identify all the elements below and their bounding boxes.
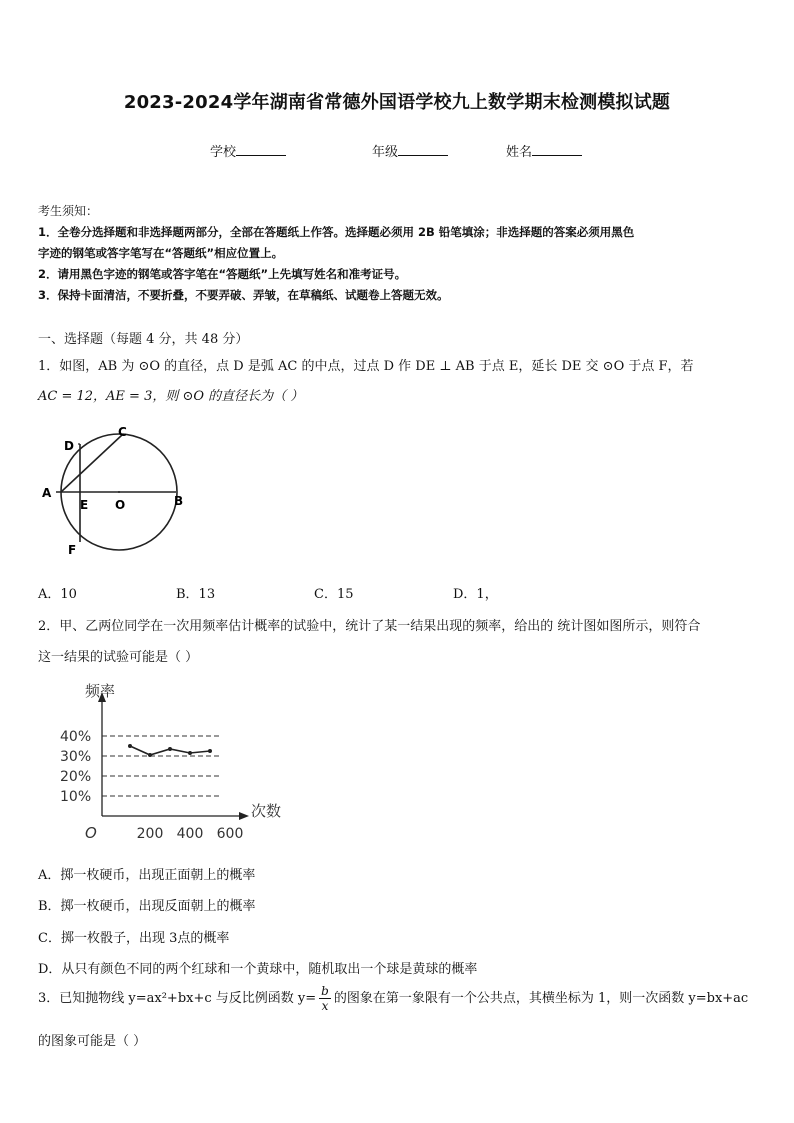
q2-line-1: 2．甲、乙两位同学在一次用频率估计概率的试验中，统计了某一结果出现的频率，给出的 统计图如图所示，则符合 (38, 619, 701, 634)
q3-line-2: 的图象可能是（ ） (38, 1034, 147, 1049)
notice-item-1-line-1: 1．全卷分选择题和非选择题两部分，全部在答题纸上作答。选择题必须用 2B 铅笔填涂；非选择题的答案必须用黑色 (38, 225, 635, 239)
y-tick-label: 40% (60, 729, 92, 745)
x-axis-arrow (239, 812, 249, 820)
section-heading: 一、选择题（每题 4 分，共 48 分） (38, 332, 249, 347)
q3-line-1 (38, 984, 748, 1013)
label-c: C (118, 425, 127, 439)
label-o: O (115, 498, 126, 512)
label-f: F (68, 543, 77, 557)
q1-line-1: 1．如图，AB 为 ⊙O 的直径，点 D 是弧 AC 的中点，过点 D 作 DE ⊥ AB 于点 E，延长 DE 交 ⊙O 于点 F，若 (38, 359, 694, 374)
q1-option-c: C．15 (314, 587, 354, 602)
label-a: A (42, 486, 52, 500)
fraction-b-over-x (319, 984, 331, 1013)
notice-heading: 考生须知： (38, 204, 99, 218)
y-tick-label: 20% (60, 769, 92, 785)
data-point (188, 751, 192, 755)
label-d: D (64, 439, 74, 453)
y-tick-label: 10% (60, 789, 92, 805)
label-b: B (174, 494, 184, 508)
q2-option-c: C．掷一枚骰子，出现 3点的概率 (38, 931, 230, 946)
q1-option-d: D．1， (453, 587, 498, 602)
q2-line-2: 这一结果的试验可能是（ ） (38, 650, 199, 665)
notice-item-3: 3．保持卡面清洁，不要折叠，不要弄破、弄皱，在草稿纸、试题卷上答题无效。 (38, 288, 449, 302)
label-e: E (80, 498, 89, 512)
notice-item-1-line-2: 字迹的钢笔或答字笔写在“答题纸”相应位置上。 (38, 246, 284, 260)
data-point (168, 747, 172, 751)
q3-line-1-start: 3．已知抛物线 y=ax²+bx+c 与反比例函数 y= (38, 991, 317, 1006)
q1-option-b: B．13 (176, 587, 216, 602)
origin-label: O (85, 824, 97, 842)
data-point (128, 744, 132, 748)
q3-line-1-end: 的图象在第一象限有一个公共点，其横坐标为 1，则一次函数 y=bx+ac (333, 991, 749, 1006)
x-tick-label: 200 (136, 826, 164, 842)
center-point (118, 491, 120, 493)
frequency-chart (55, 676, 305, 848)
fraction-denominator: x (321, 999, 329, 1013)
q2-option-d: D．从只有颜色不同的两个红球和一个黄球中，随机取出一个球是黄球的概率 (38, 962, 478, 977)
q1-option-a: A．10 (38, 587, 77, 602)
data-point (148, 753, 152, 757)
fraction-numerator: b (321, 984, 329, 998)
name-blank (532, 143, 582, 156)
grade-label: 年级 (372, 145, 399, 160)
q1-geometry-figure (36, 420, 196, 565)
grade-blank (398, 143, 448, 156)
school-field (210, 141, 286, 160)
x-tick-label: 400 (176, 826, 204, 842)
x-tick-label: 600 (216, 826, 244, 842)
grade-field (372, 141, 448, 160)
school-blank (236, 143, 286, 156)
data-point (208, 749, 212, 753)
name-field (506, 141, 582, 160)
y-tick-label: 30% (60, 749, 92, 765)
school-label: 学校 (210, 145, 237, 160)
page-title: 2023-2024学年湖南省常德外国语学校九上数学期末检测模拟试题 (123, 92, 671, 113)
q2-option-a: A．掷一枚硬币，出现正面朝上的概率 (38, 868, 256, 883)
name-label: 姓名 (506, 145, 533, 160)
notice-item-2: 2．请用黑色字迹的钢笔或答字笔在“答题纸”上先填写姓名和准考证号。 (38, 267, 407, 281)
y-axis-label: 频率 (85, 682, 116, 700)
q1-line-2: AC = 12，AE = 3，则 ⊙O 的直径长为（ ） (38, 389, 304, 404)
q2-option-b: B．掷一枚硬币，出现反面朝上的概率 (38, 899, 256, 914)
x-axis-label: 次数 (251, 802, 282, 820)
